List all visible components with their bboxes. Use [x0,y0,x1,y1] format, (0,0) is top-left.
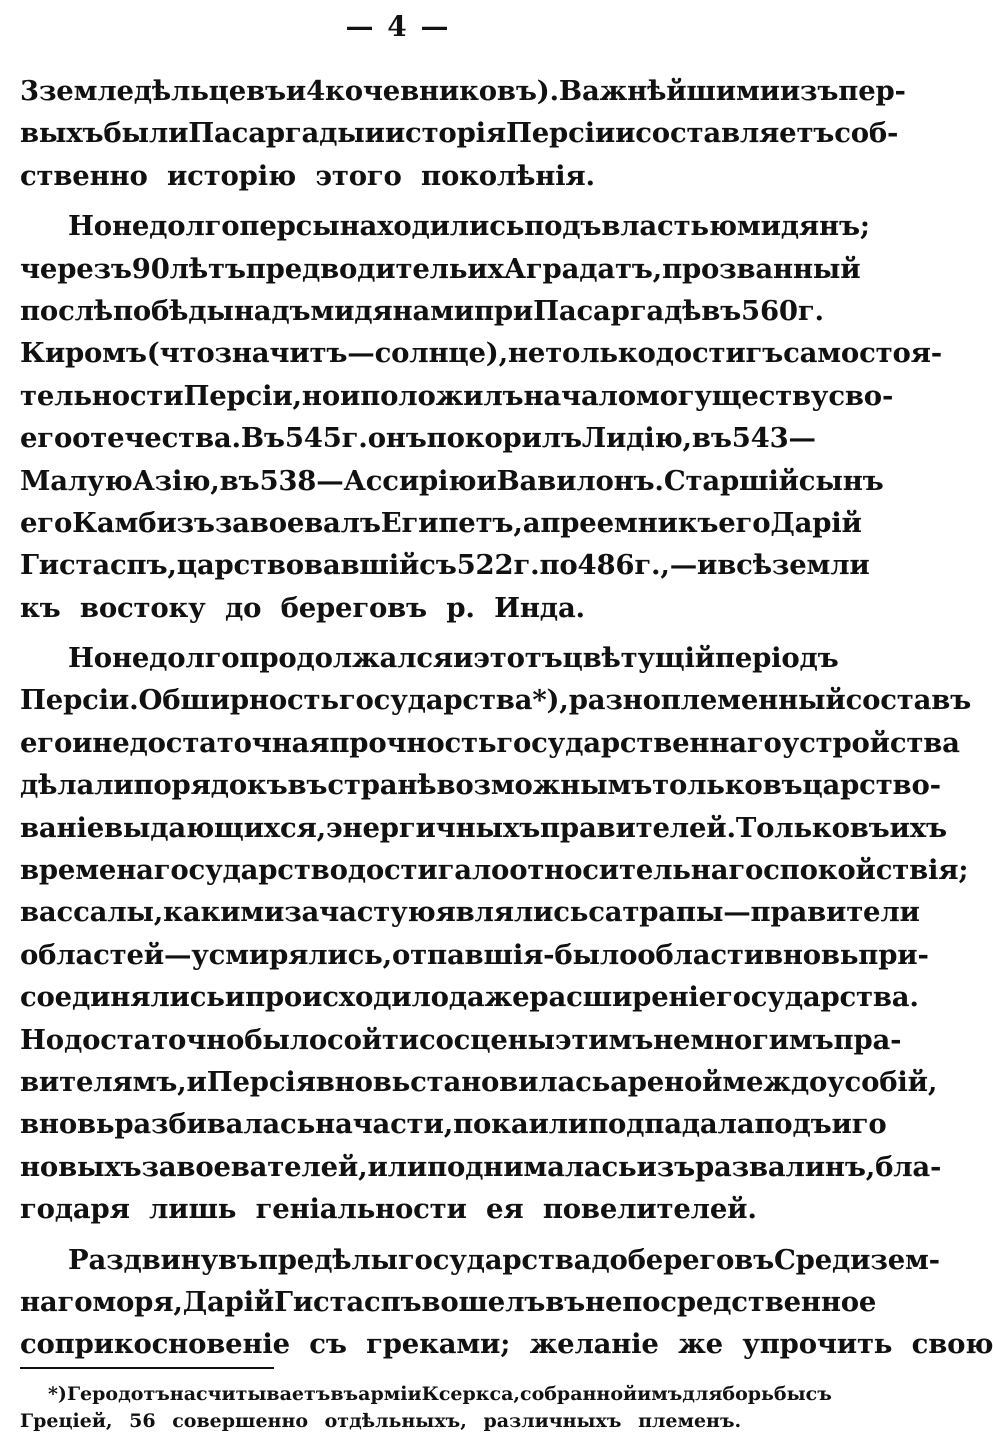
footnote-divider [20,1367,274,1369]
text-line: выхъ были Пасаргады и исторія Персіи и составляетъ соб- [20,117,899,150]
page-number: — 4 — [345,10,451,43]
text-line: вновь разбивалась на части, пока или подпадала подъ иго [20,1108,887,1141]
text-line: Раздвинувъ предѣлы государства до береговъ Средизем- [68,1243,940,1276]
text-line: соприкосновеніе съ греками; желаніе же упрочить свою [20,1328,993,1361]
paragraph [20,70,906,197]
text-line: дѣлали порядокъ въ странѣ возможнымъ только въ царство- [20,769,941,802]
text-line: Персіи. Обширность государства *), разноплеменный составъ [20,684,972,717]
text-line: вассалы, какими зачастую являлись сатрапы — правители [20,896,920,929]
text-line: ваніе выдающихся, энергичныхъ правителей. Только въ ихъ [20,811,947,844]
paragraph [20,205,942,629]
text-line: вителямъ, и Персія вновь становилась ареной междоусобій, [20,1065,938,1098]
text-line: къ востоку до береговъ р. Инда. [20,591,585,624]
text-line: его отечества. Въ 545 г. онъ покорилъ Лидію, въ 543— [20,422,816,455]
text-line: наго моря, Дарій Гистаспъ вошелъ въ непосредственное [20,1285,877,1318]
text-line: новыхъ завоевателей, или поднималась изъ развалинъ, бла- [20,1150,942,1183]
text-line: его и недостаточная прочность государственнаго устройства [20,726,960,759]
text-line: соединялись и происходило даже расширеніе государства. [20,981,919,1014]
text-line: Гистаспъ, царствовавшій съ 522 г. по 486 г.,—и всѣ земли [20,549,870,582]
text-line: его Камбизъ завоевалъ Египетъ, а преемникъ его Дарій [20,506,862,539]
text-line: областей—усмирялись, отпавшія-было области вновь при- [20,938,929,971]
paragraph-gap [20,197,784,205]
text-line: черезъ 90 лѣтъ предводитель их Аградатъ, прозванный [20,252,861,285]
footnote-line: Греціей, 56 совершенно отдѣльныхъ, различныхъ племенъ. [20,1410,742,1432]
paragraph [20,1239,993,1366]
text-line: Но недолго продолжался и этотъ цвѣтущій періодъ [68,642,839,675]
footnote [20,1381,832,1435]
paragraph-gap [20,629,784,637]
text-line: Киромъ (что значитъ—солнце), не только достигъ самостоя- [20,337,942,370]
paragraph-gap [20,1231,784,1239]
text-line: времена государство достигало относительнаго спокойствія; [20,854,969,887]
text-line: Но недолго персы находились подъ властью мидянъ; [68,210,870,243]
footnote-line: *) Геродотъ насчитываетъ въ арміи Ксеркса, собранной имъ для борьбы съ [48,1383,832,1405]
main-text [20,70,993,1366]
paragraph [20,637,972,1230]
text-line: ственно исторію этого поколѣнія. [20,159,595,192]
text-line: 3 земледѣльцевъ и 4 кочевниковъ). Важнѣйшими изъ пер- [20,75,906,107]
text-line: тельности Персіи, но и положилъ начало могуществу сво- [20,379,894,412]
text-line: Малую Азію, въ 538—Ассирію и Вавилонъ. Старшій сынъ [20,464,884,497]
text-line: годаря лишь геніальности ея повелителей. [20,1193,757,1226]
text-line: послѣ побѣды надъ мидянами при Пасаргадѣ въ 560 г. [20,294,824,327]
text-line: Но достаточно было сойти со сцены этимъ немногимъ пра- [20,1023,902,1056]
